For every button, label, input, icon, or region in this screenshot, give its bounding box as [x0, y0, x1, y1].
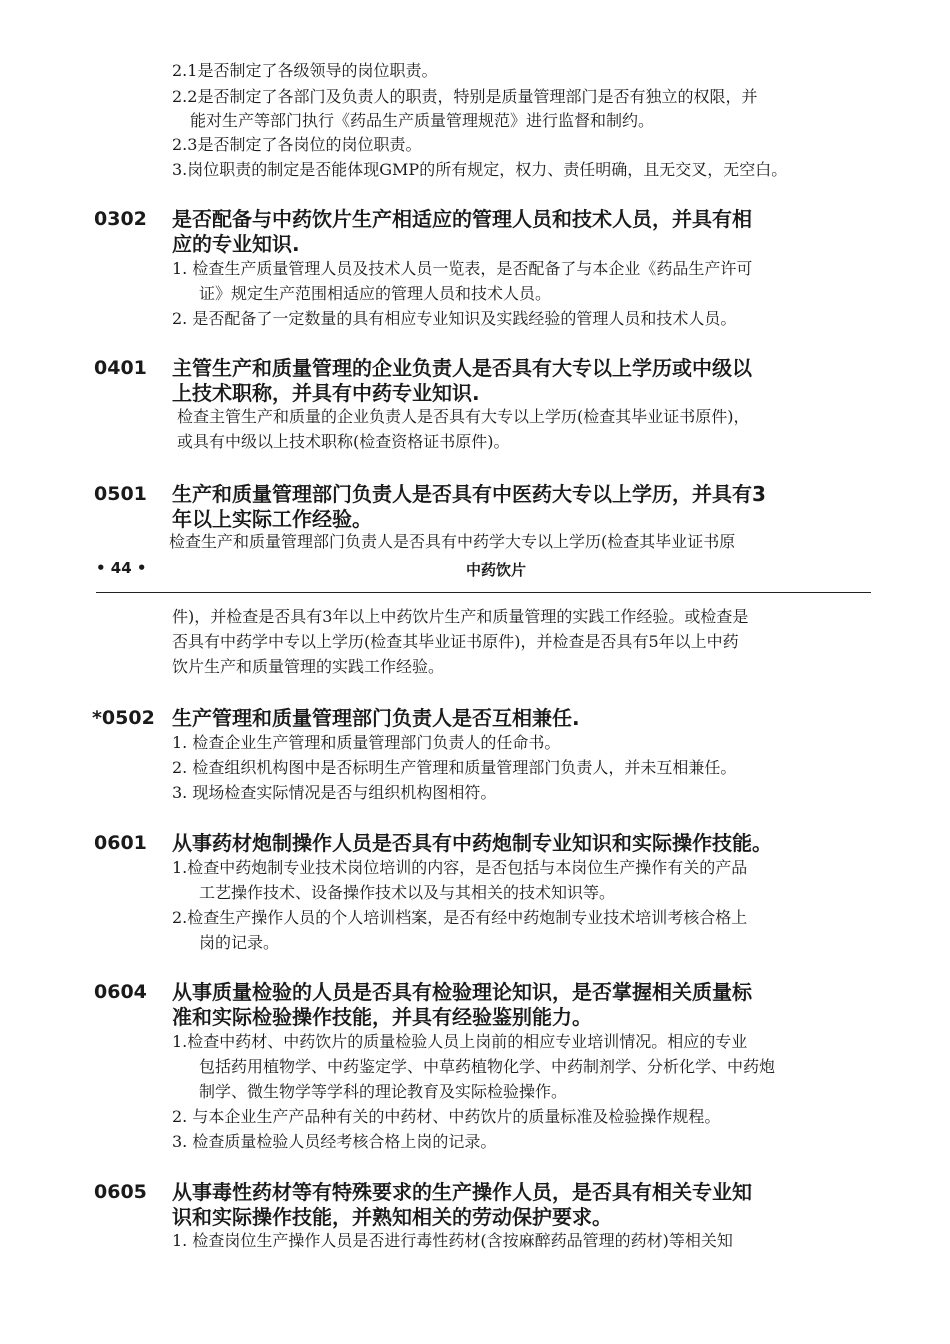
section-title: 是否配备与中药饮片生产相适应的管理人员和技术人员，并具有相: [172, 207, 752, 231]
body-line: 工艺操作技术、设备操作技术以及与其相关的技术知识等。: [199, 883, 616, 902]
body-line: 2. 与本企业生产产品种有关的中药材、中药饮片的质量标准及检验操作规程。: [172, 1107, 721, 1126]
section-title: 生产和质量管理部门负责人是否具有中医药大专以上学历，并具有3: [172, 482, 766, 506]
body-line: 制学、微生物学等学科的理论教育及实际检验操作。: [199, 1082, 568, 1101]
section-code: 0302: [94, 208, 147, 230]
page-divider: [96, 592, 871, 593]
section-title: 准和实际检验操作技能，并具有经验鉴别能力。: [172, 1005, 592, 1029]
body-line: 3. 现场检查实际情况是否与组织机构图相符。: [172, 783, 497, 802]
body-line: 证》规定生产范围相适应的管理人员和技术人员。: [199, 284, 552, 303]
section-code: 0501: [94, 483, 147, 505]
body-line: 2.3是否制定了各岗位的岗位职责。: [172, 135, 422, 154]
section-title: 应的专业知识.: [172, 232, 300, 256]
section-code: *0502: [92, 707, 155, 729]
body-line: 1. 检查生产质量管理人员及技术人员一览表，是否配备了与本企业《药品生产许可: [172, 259, 753, 278]
body-line: 1.检查中药材、中药饮片的质量检验人员上岗前的相应专业培训情况。相应的专业: [172, 1032, 748, 1051]
body-line: 包括药用植物学、中药鉴定学、中草药植物化学、中药制剂学、分析化学、中药炮: [199, 1057, 776, 1076]
section-title: 从事毒性药材等有特殊要求的生产操作人员，是否具有相关专业知: [172, 1180, 752, 1204]
section-code: 0401: [94, 357, 147, 379]
section-title: 生产管理和质量管理部门负责人是否互相兼任.: [172, 706, 580, 730]
body-line: 或具有中级以上技术职称(检查资格证书原件)。: [177, 432, 510, 451]
body-line: 1. 检查企业生产管理和质量管理部门负责人的任命书。: [172, 733, 561, 752]
body-line: 检查生产和质量管理部门负责人是否具有中药学大专以上学历(检查其毕业证书原: [169, 532, 736, 551]
body-line: 3. 检查质量检验人员经考核合格上岗的记录。: [172, 1132, 497, 1151]
section-title: 识和实际操作技能，并熟知相关的劳动保护要求。: [172, 1205, 612, 1229]
section-title: 主管生产和质量管理的企业负责人是否具有大专以上学历或中级以: [172, 356, 752, 380]
section-title: 上技术职称，并具有中药专业知识.: [172, 381, 480, 405]
body-line: 1. 检查岗位生产操作人员是否进行毒性药材(含按麻醉药品管理的药材)等相关知: [172, 1231, 733, 1250]
body-line: 岗的记录。: [199, 933, 280, 952]
section-code: 0601: [94, 832, 147, 854]
body-line: 2.检查生产操作人员的个人培训档案，是否有经中药炮制专业技术培训考核合格上: [172, 908, 748, 927]
body-line: 2. 检查组织机构图中是否标明生产管理和质量管理部门负责人，并未互相兼任。: [172, 758, 737, 777]
body-line: 1.检查中药炮制专业技术岗位培训的内容，是否包括与本岗位生产操作有关的产品: [172, 858, 748, 877]
section-title: 从事药材炮制操作人员是否具有中药炮制专业知识和实际操作技能。: [172, 831, 772, 855]
body-line: 2. 是否配备了一定数量的具有相应专业知识及实践经验的管理人员和技术人员。: [172, 309, 737, 328]
body-line: 件)，并检查是否具有3年以上中药饮片生产和质量管理的实践工作经验。或检查是: [172, 607, 749, 626]
body-line: 2.1是否制定了各级领导的岗位职责。: [172, 61, 438, 80]
section-code: 0604: [94, 981, 147, 1003]
section-code: 0605: [94, 1181, 147, 1203]
body-line: 3.岗位职责的制定是否能体现GMP的所有规定，权力、责任明确，且无交叉，无空白。: [172, 160, 788, 179]
section-title: 年以上实际工作经验。: [172, 507, 372, 531]
body-line: 2.2是否制定了各部门及负责人的职责，特别是质量管理部门是否有独立的权限，并: [172, 87, 758, 106]
running-title: 中药饮片: [466, 561, 527, 579]
body-line: 检查主管生产和质量的企业负责人是否具有大专以上学历(检查其毕业证书原件)，: [177, 407, 750, 426]
body-line: 饮片生产和质量管理的实践工作经验。: [172, 657, 445, 676]
body-line: 能对生产等部门执行《药品生产质量管理规范》进行监督和制约。: [190, 111, 655, 130]
section-title: 从事质量检验的人员是否具有检验理论知识，是否掌握相关质量标: [172, 980, 752, 1004]
page-number: • 44 •: [96, 559, 147, 577]
body-line: 否具有中药学中专以上学历(检查其毕业证书原件)，并检查是否具有5年以上中药: [172, 632, 739, 651]
